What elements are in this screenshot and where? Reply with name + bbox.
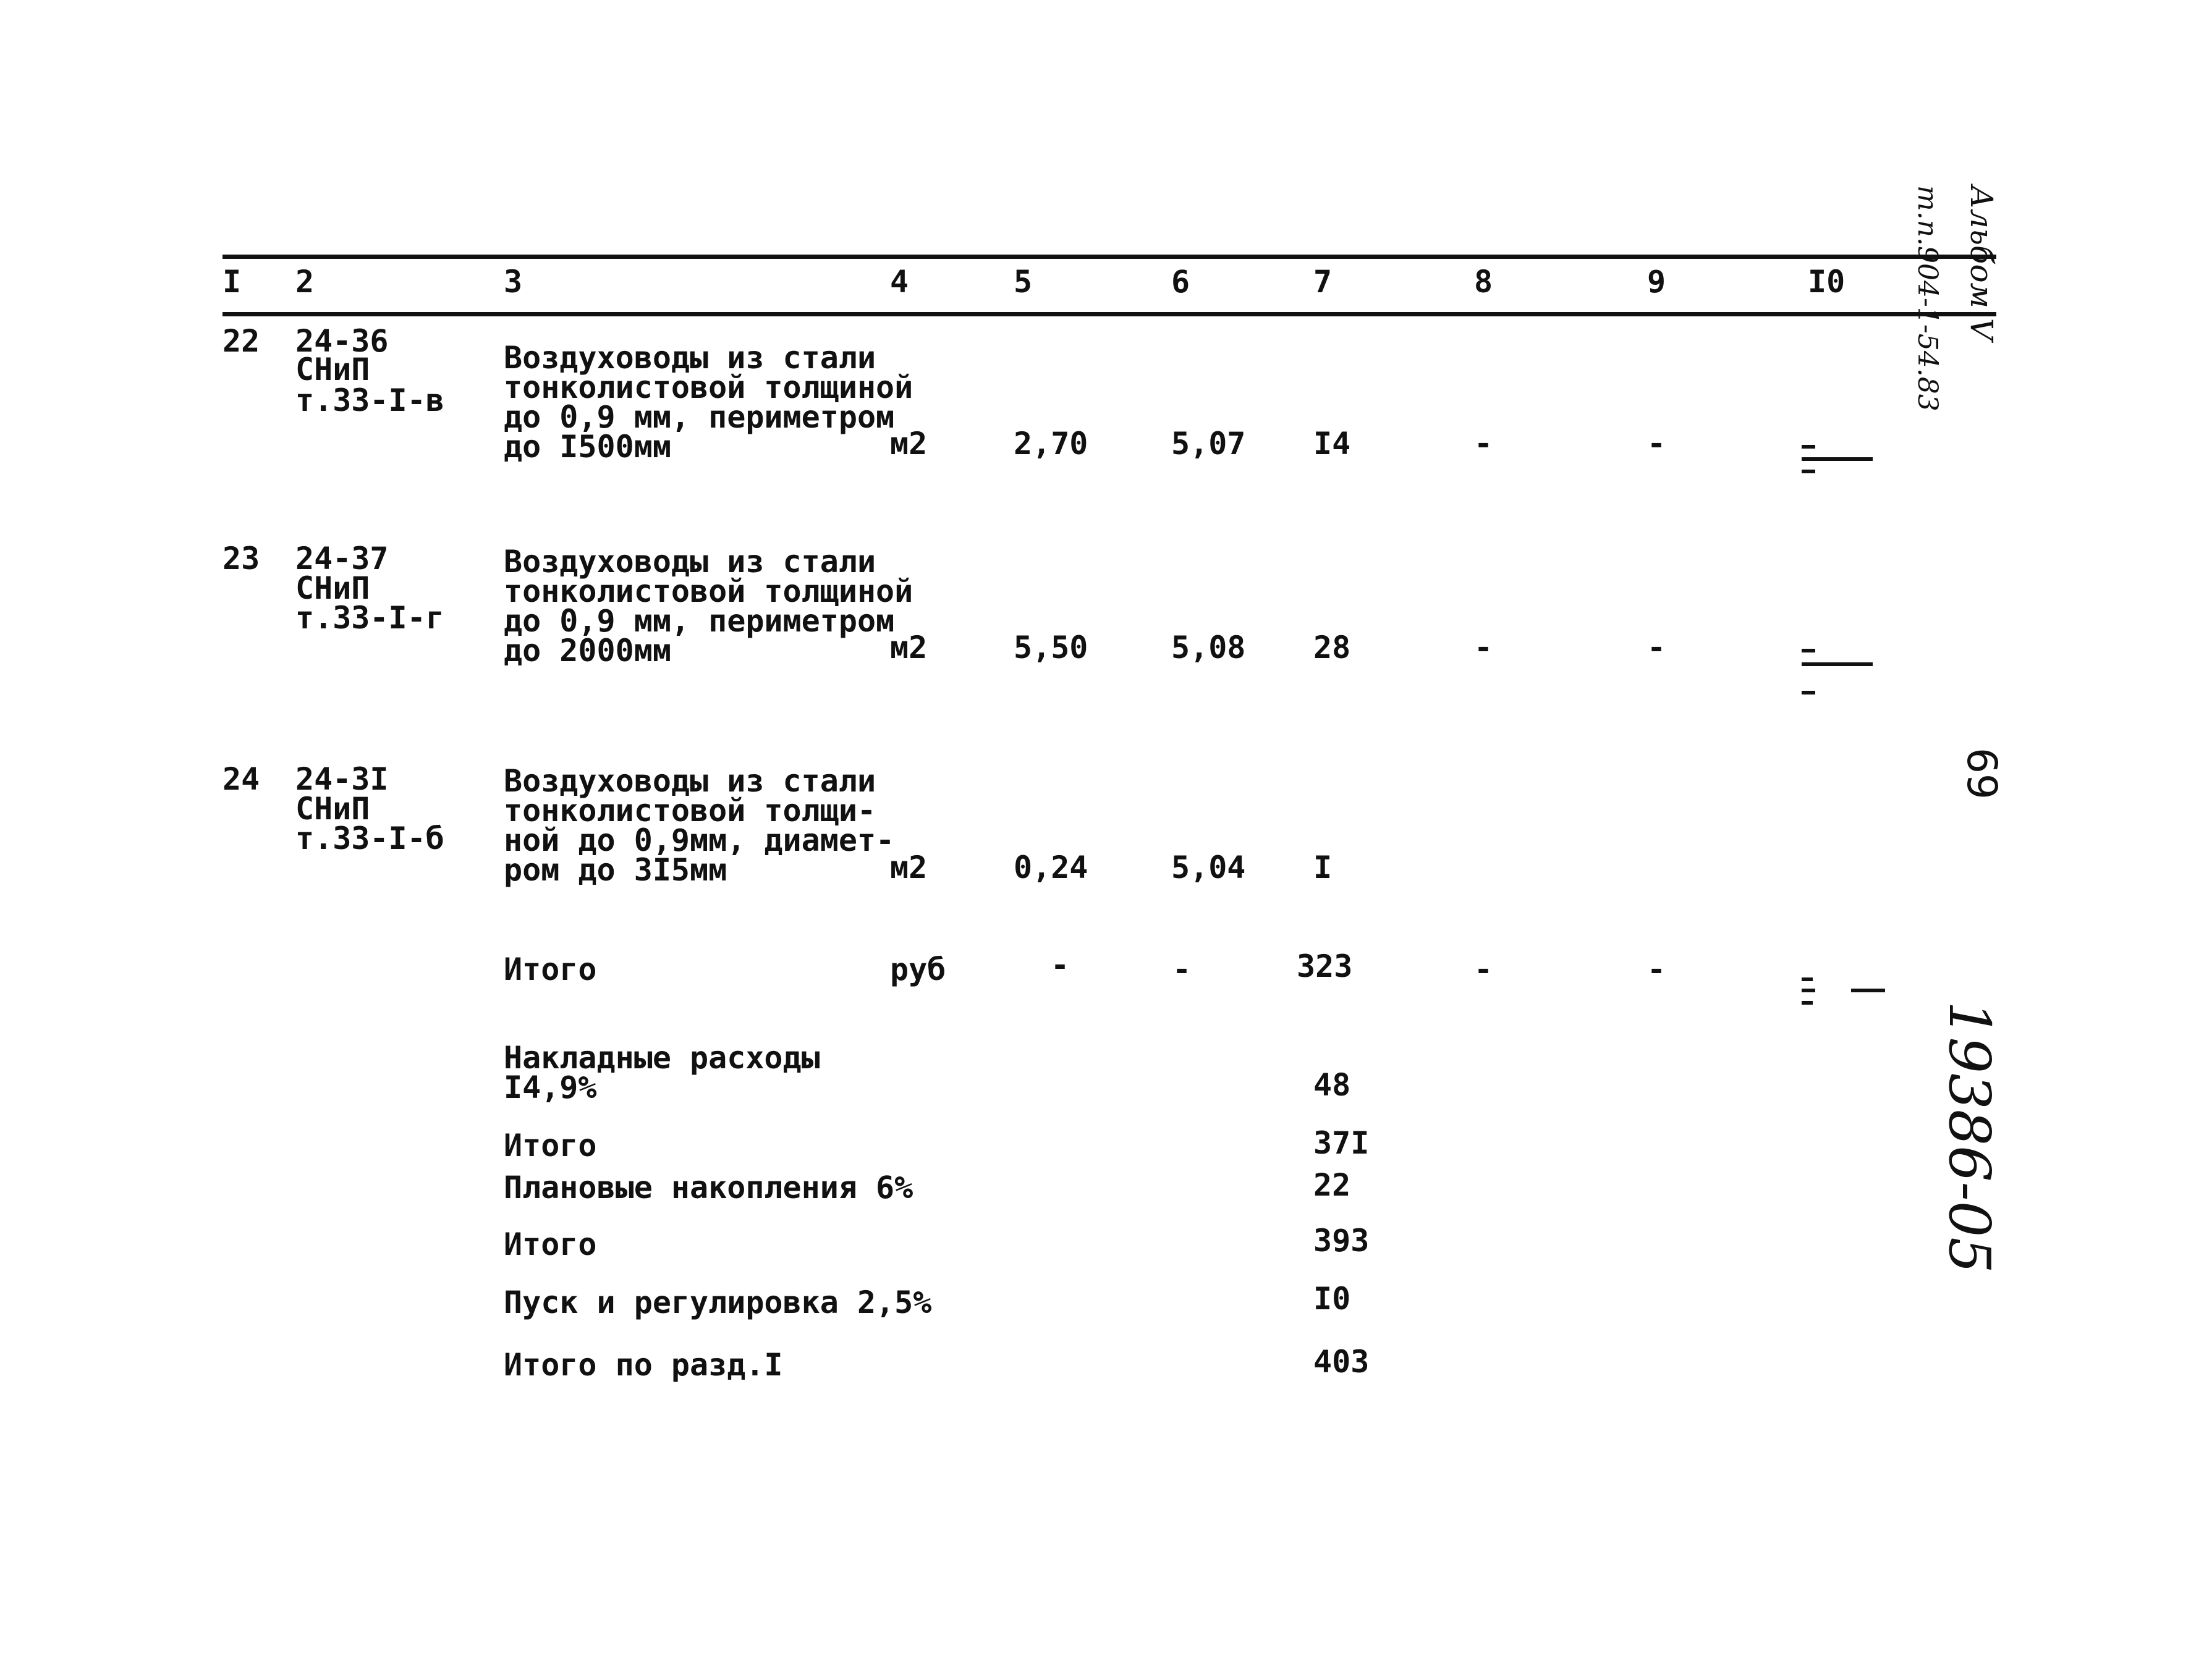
row-qty: 5,50 bbox=[1014, 630, 1088, 665]
header-col-9: 9 bbox=[1647, 264, 1666, 300]
row-code-line: СНиП bbox=[295, 791, 370, 827]
row-desc-line: тонколистовой толщи- bbox=[504, 793, 876, 829]
summary-label: Итого по разд.I bbox=[504, 1347, 783, 1383]
subtotal-total: 323 bbox=[1297, 948, 1353, 984]
summary-value: 393 bbox=[1313, 1223, 1370, 1259]
dash-mark bbox=[1802, 649, 1815, 652]
row-code-line: СНиП bbox=[295, 352, 370, 387]
header-col-4: 4 bbox=[890, 264, 909, 300]
row-qty: 2,70 bbox=[1014, 426, 1088, 462]
dash-mark bbox=[1802, 691, 1815, 694]
row-col8: - bbox=[1474, 630, 1493, 665]
summary-label: Итого bbox=[504, 1128, 597, 1163]
summary-value: 22 bbox=[1313, 1167, 1351, 1203]
row-desc-line: ром до 3I5мм bbox=[504, 852, 727, 888]
row-desc-line: до 0,9 мм, периметром bbox=[504, 399, 895, 435]
subtotal-col6: - bbox=[1172, 952, 1192, 987]
summary-label: Плановые накопления 6% bbox=[504, 1170, 913, 1205]
page-number: 69 bbox=[1958, 748, 2006, 800]
row-price: 5,04 bbox=[1171, 850, 1246, 885]
row-desc-line: ной до 0,9мм, диамет- bbox=[504, 822, 895, 858]
subtotal-col5: - bbox=[1051, 947, 1070, 983]
row-total: 28 bbox=[1313, 630, 1351, 665]
row-desc-line: Воздуховоды из стали bbox=[504, 763, 876, 799]
row-desc-line: до 2000мм bbox=[504, 633, 671, 669]
subtotal-col9: - bbox=[1647, 952, 1666, 987]
header-col-3: 3 bbox=[504, 264, 523, 300]
row-total: I4 bbox=[1313, 426, 1351, 462]
row-code-line: 24-37 bbox=[295, 541, 389, 576]
table-top-rule bbox=[222, 255, 1996, 259]
row-code-line: СНиП bbox=[295, 570, 370, 606]
header-col-7: 7 bbox=[1313, 264, 1333, 300]
row-col9: - bbox=[1647, 630, 1666, 665]
row-col9: - bbox=[1647, 426, 1666, 462]
header-col-6: 6 bbox=[1171, 264, 1190, 300]
summary-label: Накладные расходы bbox=[504, 1040, 820, 1076]
row-desc-line: Воздуховоды из стали bbox=[504, 544, 876, 580]
row-code-line: 24-3I bbox=[295, 761, 389, 797]
row-number: 24 bbox=[222, 761, 260, 797]
summary-value: 403 bbox=[1313, 1344, 1370, 1380]
row-number: 23 bbox=[222, 541, 260, 576]
dash-mark bbox=[1802, 662, 1873, 666]
row-unit: м2 bbox=[890, 426, 928, 462]
row-price: 5,07 bbox=[1171, 426, 1246, 462]
summary-value: 48 bbox=[1313, 1067, 1351, 1103]
header-col-10: I0 bbox=[1808, 264, 1846, 300]
header-col-5: 5 bbox=[1014, 264, 1033, 300]
row-desc-line: до I500мм bbox=[504, 429, 671, 465]
row-desc-line: Воздуховоды из стали bbox=[504, 340, 876, 376]
dash-mark bbox=[1802, 977, 1813, 981]
row-desc-line: до 0,9 мм, периметром bbox=[504, 603, 895, 639]
row-unit: м2 bbox=[890, 850, 928, 885]
dash-mark bbox=[1802, 457, 1873, 461]
summary-value: I0 bbox=[1313, 1281, 1351, 1317]
row-code-line: т.33-I-в bbox=[295, 382, 444, 418]
summary-value: 37I bbox=[1313, 1125, 1370, 1161]
row-unit: м2 bbox=[890, 630, 928, 665]
dash-mark bbox=[1802, 445, 1815, 449]
summary-label: Итого bbox=[504, 1226, 597, 1262]
album-line-1: Альбом V bbox=[1964, 185, 1999, 341]
subtotal-unit: руб bbox=[890, 952, 946, 987]
row-qty: 0,24 bbox=[1014, 850, 1088, 885]
dash-mark bbox=[1851, 989, 1885, 992]
dash-mark bbox=[1802, 1001, 1813, 1005]
summary-label: I4,9% bbox=[504, 1070, 597, 1105]
header-col-2: 2 bbox=[295, 264, 315, 300]
row-price: 5,08 bbox=[1171, 630, 1246, 665]
header-col-8: 8 bbox=[1474, 264, 1493, 300]
album-stamp bbox=[1901, 185, 2021, 412]
header-col-1: I bbox=[222, 264, 242, 300]
subtotal-label: Итого bbox=[504, 952, 597, 987]
table-header-rule bbox=[222, 312, 1996, 316]
row-col8: - bbox=[1474, 426, 1493, 462]
row-total: I bbox=[1313, 850, 1333, 885]
dash-mark bbox=[1802, 989, 1815, 992]
row-desc-line: тонколистовой толщиной bbox=[504, 369, 913, 405]
row-code-line: т.33-I-г bbox=[295, 600, 444, 636]
album-line-2: т.п.904-1-54.83 bbox=[1912, 185, 1943, 412]
summary-label: Пуск и регулировка 2,5% bbox=[504, 1285, 932, 1320]
row-code-line: т.33-I-б bbox=[295, 821, 444, 856]
row-code-line: 24-36 bbox=[295, 323, 389, 359]
dash-mark bbox=[1802, 470, 1815, 473]
row-desc-line: тонколистовой толщиной bbox=[504, 573, 913, 609]
row-number: 22 bbox=[222, 323, 260, 359]
document-number: 19386-05 bbox=[1936, 1001, 2002, 1273]
subtotal-col8: - bbox=[1474, 952, 1493, 987]
